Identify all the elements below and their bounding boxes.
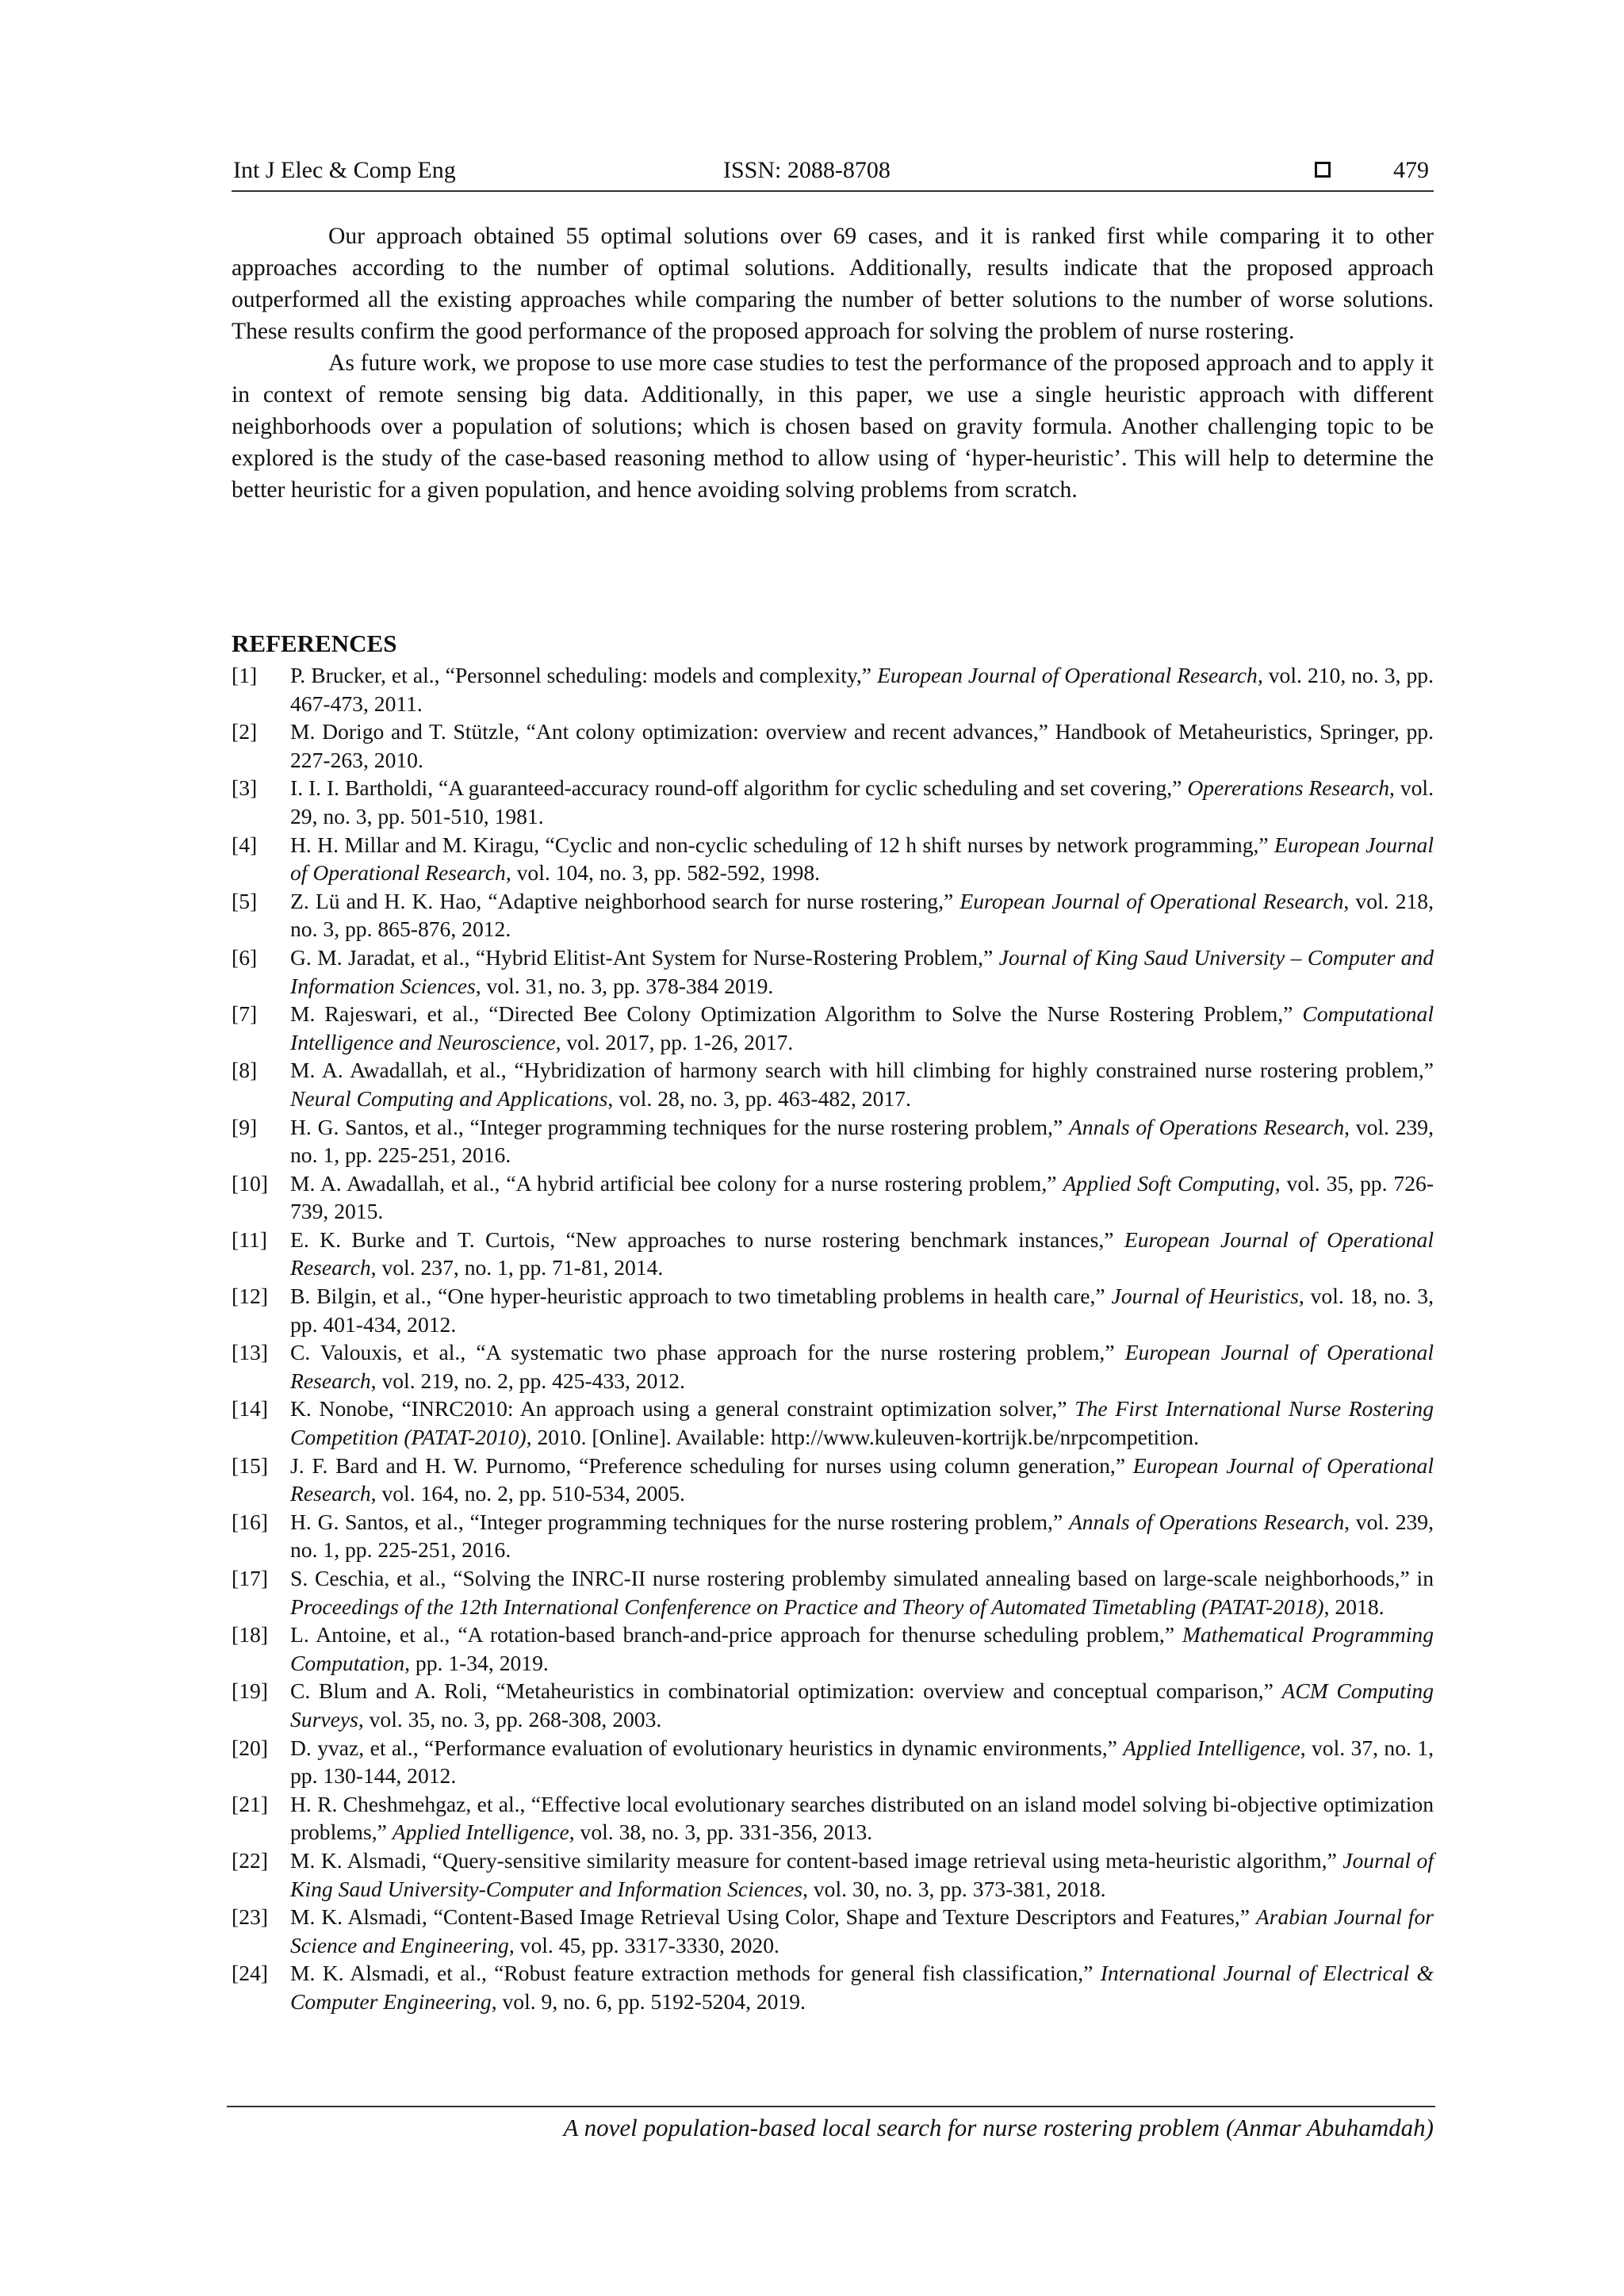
reference-item (232, 1903, 1434, 1959)
reference-details: , pp. 1-34, 2019. (404, 1650, 549, 1675)
paragraph: Our approach obtained 55 optimal solutions over 69 cases, and it is ranked first while comparing it to other approaches according to the number of optimal solutions. Additionally, results indicate that the proposed approach outperformed all the existing approaches while comparing the number of better solutions to the number of worse solutions. These results confirm the good performance of the proposed approach for solving the problem of nurse rostering. (232, 224, 1434, 344)
reference-item (232, 1338, 1434, 1395)
references-list (232, 661, 1434, 2016)
reference-number: [23] (232, 1904, 268, 1930)
reference-text: D. yvaz, et al., “Performance evaluation of evolutionary heuristics in dynamic environments,” (290, 1735, 1124, 1760)
reference-source: Applied Soft Computing (1063, 1170, 1275, 1196)
reference-number: [9] (232, 1114, 258, 1139)
reference-item (232, 1395, 1434, 1451)
reference-details: , vol. 237, no. 1, pp. 71-81, 2014. (370, 1255, 664, 1280)
reference-details: , 2018. (1323, 1594, 1385, 1619)
square-bullet-icon (1315, 162, 1331, 178)
reference-item (232, 1959, 1434, 2015)
reference-text: M. A. Awadallah, et al., “A hybrid artificial bee colony for a nurse rostering problem,” (290, 1170, 1063, 1196)
reference-details: , vol. 9, no. 6, pp. 5192-5204, 2019. (491, 1988, 806, 2014)
reference-source: Arabian Journal for Science and Engineering (290, 1904, 1434, 1957)
reference-details: , vol. 35, pp. 726-739, 2015. (290, 1170, 1434, 1224)
reference-item (232, 774, 1434, 830)
reference-text: C. Valouxis, et al., “A systematic two phase approach for the nurse rostering problem,” (290, 1340, 1125, 1365)
reference-source: Applied Intelligence (1123, 1735, 1300, 1760)
reference-number: [3] (232, 775, 258, 801)
reference-item (232, 1452, 1434, 1508)
footer-divider (227, 2106, 1435, 2107)
reference-source: European Journal of Operational Research, (877, 663, 1263, 687)
reference-item (232, 1846, 1434, 1903)
reference-number: [4] (232, 832, 258, 857)
reference-number: [7] (232, 1001, 258, 1027)
reference-source: Proceedings of the 12th International Confenference on Practice and Theory of Automated Timetabling (PATAT-2018) (290, 1594, 1324, 1619)
reference-text: H. G. Santos, et al., “Integer programming techniques for the nurse rostering problem,” (290, 1509, 1069, 1534)
reference-number: [15] (232, 1452, 268, 1478)
reference-item (232, 1226, 1434, 1282)
reference-source: Mathematical Programming Computation (290, 1622, 1434, 1675)
reference-details: , vol. 164, no. 2, pp. 510-534, 2005. (370, 1481, 685, 1506)
reference-number: [1] (232, 663, 258, 687)
reference-source: Annals of Operations Research (1068, 1509, 1345, 1534)
reference-text: M. K. Alsmadi, “Content-Based Image Retrieval Using Color, Shape and Texture Descriptors and Features,” (290, 1904, 1256, 1930)
reference-text: M. Rajeswari, et al., “Directed Bee Colony Optimization Algorithm to Solve the Nurse Rostering Problem,” (290, 1001, 1303, 1027)
reference-item (232, 718, 1434, 774)
reference-number: [6] (232, 944, 258, 970)
reference-details: , vol. 219, no. 2, pp. 425-433, 2012. (370, 1368, 685, 1393)
reference-details: , vol. 239, no. 1, pp. 225-251, 2016. (290, 1114, 1434, 1168)
reference-details: 2010. [Online]. Available: http://www.kuleuven-kortrijk.be/nrpcompetition. (531, 1425, 1199, 1450)
reference-details: , vol. 218, no. 3, pp. 865-876, 2012. (290, 888, 1434, 942)
reference-details: , vol. 30, no. 3, pp. 373-381, 2018. (802, 1876, 1106, 1901)
reference-item (232, 1056, 1434, 1112)
reference-number: [22] (232, 1847, 268, 1873)
reference-item (232, 1113, 1434, 1169)
reference-item (232, 1621, 1434, 1677)
reference-source: European Journal of Operational Research (290, 832, 1434, 886)
reference-number: [24] (232, 1961, 268, 1986)
reference-text: H. H. Millar and M. Kiragu, “Cyclic and non-cyclic scheduling of 12 h shift nurses by network programming,” (290, 832, 1275, 857)
reference-text: I. I. I. Bartholdi, “A guaranteed-accuracy round-off algorithm for cyclic scheduling and set covering,” (290, 775, 1188, 801)
reference-number: [19] (232, 1678, 268, 1704)
reference-text: J. F. Bard and H. W. Purnomo, “Preference scheduling for nurses using column generation,” (290, 1452, 1133, 1478)
journal-name: Int J Elec & Comp Eng (233, 157, 456, 183)
reference-details: , vol. 29, no. 3, pp. 501-510, 1981. (290, 775, 1434, 828)
references-heading: REFERENCES (232, 629, 397, 657)
reference-item (232, 661, 1434, 718)
reference-source: Neural Computing and Applications (290, 1085, 608, 1111)
reference-number: [21] (232, 1791, 268, 1816)
reference-text: M. K. Alsmadi, “Query-sensitive similarity measure for content-based image retrieval using meta-heuristic algorithm,” (290, 1847, 1343, 1873)
reference-text: H. R. Cheshmehgaz, et al., “Effective local evolutionary searches distributed on an island model solving bi-objective optimization problems,” (290, 1791, 1434, 1845)
reference-details: , vol. 18, no. 3, pp. 401-434, 2012. (290, 1284, 1434, 1337)
reference-number: [5] (232, 888, 258, 913)
reference-details: , vol. 38, no. 3, pp. 331-356, 2013. (569, 1820, 873, 1845)
reference-number: [8] (232, 1058, 258, 1083)
reference-source: Computational Intelligence and Neuroscience (290, 1001, 1434, 1054)
reference-number: [18] (232, 1622, 268, 1647)
reference-number: [10] (232, 1170, 268, 1196)
reference-text: B. Bilgin, et al., “One hyper-heuristic approach to two timetabling problems in health care,” (290, 1284, 1112, 1309)
reference-number: [16] (232, 1509, 268, 1534)
reference-text: H. G. Santos, et al., “Integer programming techniques for the nurse rostering problem,” (290, 1114, 1069, 1139)
reference-text: M. A. Awadallah, et al., “Hybridization of harmony search with hill climbing for highly constrained nurse rostering problem,” (290, 1058, 1434, 1083)
reference-text: K. Nonobe, “INRC2010: An approach using a general constraint optimization solver,” (290, 1396, 1075, 1422)
reference-item (232, 943, 1434, 1000)
reference-source: The First International Nurse Rostering Competition (PATAT-2010), (290, 1396, 1434, 1450)
reference-number: [12] (232, 1284, 268, 1309)
paragraph: As future work, we propose to use more case studies to test the performance of the proposed approach and to apply it in context of remote sensing big data. Additionally, in this paper, we use a single heuristic approach with different neighborhoods over a population of solutions; which is chosen based on gravity formula. Another challenging topic to be explored is the study of the case-based reasoning method to allow using of ‘hyper-heuristic’. This will help to determine the better heuristic for a given population, and hence avoiding solving problems from scratch. (232, 350, 1434, 503)
reference-item (232, 1677, 1434, 1733)
reference-details: vol. 210, no. 3, pp. 467-473, 2011. (290, 663, 1434, 716)
reference-number: [14] (232, 1396, 268, 1422)
reference-item (232, 1564, 1434, 1621)
conclusion-text (232, 220, 1434, 506)
reference-text: E. K. Burke and T. Curtois, “New approaches to nurse rostering benchmark instances,” (290, 1226, 1124, 1252)
reference-text: Z. Lü and H. K. Hao, “Adaptive neighborhood search for nurse rostering,” (290, 888, 960, 913)
reference-text: L. Antoine, et al., “A rotation-based branch-and-price approach for thenurse scheduling problem,” (290, 1622, 1182, 1647)
reference-text: P. Brucker, et al., “Personnel scheduling: models and complexity,” (290, 663, 878, 687)
reference-text: M. K. Alsmadi, et al., “Robust feature extraction methods for general fish classification,” (290, 1961, 1101, 1986)
reference-details: , vol. 28, no. 3, pp. 463-482, 2017. (607, 1085, 911, 1111)
reference-number: [2] (232, 719, 258, 744)
reference-source: Opererations Research (1187, 775, 1390, 801)
reference-item (232, 887, 1434, 943)
reference-source: Journal of Heuristics (1111, 1284, 1299, 1309)
issn: ISSN: 2088-8708 (723, 157, 891, 183)
reference-number: [13] (232, 1340, 268, 1365)
reference-details: , vol. 35, no. 3, pp. 268-308, 2003. (358, 1706, 662, 1732)
running-footer: A novel population-based local search for nurse rostering problem (Anmar Abuhamdah) (563, 2114, 1434, 2141)
reference-source: Journal of King Saud University-Computer and Information Sciences (290, 1847, 1434, 1901)
reference-details: , vol. 2017, pp. 1-26, 2017. (555, 1029, 794, 1054)
reference-item (232, 1734, 1434, 1790)
page-number: 479 (1393, 157, 1429, 183)
reference-item (232, 831, 1434, 887)
reference-item (232, 1282, 1434, 1338)
reference-source: European Journal of Operational Research (290, 1452, 1434, 1506)
page-header (232, 155, 1434, 192)
reference-details: , vol. 37, no. 1, pp. 130-144, 2012. (290, 1735, 1434, 1789)
reference-source: Journal of King Saud University – Computer and Information Sciences (290, 944, 1434, 998)
reference-item (232, 1169, 1434, 1226)
reference-details: , vol. 45, pp. 3317-3330, 2020. (508, 1932, 779, 1957)
reference-source: European Journal of Operational Research (959, 888, 1344, 913)
reference-text: C. Blum and A. Roli, “Metaheuristics in combinatorial optimization: overview and conceptual comparison,” (290, 1678, 1282, 1704)
reference-item (232, 1508, 1434, 1564)
reference-item (232, 1790, 1434, 1846)
reference-number: [11] (232, 1226, 267, 1252)
reference-source: International Journal of Electrical & Computer Engineering (290, 1961, 1434, 2014)
reference-details: , vol. 104, no. 3, pp. 582-592, 1998. (505, 860, 821, 886)
reference-number: [20] (232, 1735, 268, 1760)
reference-item (232, 1000, 1434, 1056)
reference-details: , vol. 31, no. 3, pp. 378-384 2019. (475, 973, 774, 998)
reference-source: European Journal of Operational Research (290, 1226, 1434, 1280)
reference-number: [17] (232, 1566, 268, 1590)
reference-source: Applied Intelligence (392, 1820, 569, 1845)
reference-source: ACM Computing Surveys (290, 1678, 1434, 1732)
reference-details: , vol. 239, no. 1, pp. 225-251, 2016. (290, 1509, 1434, 1563)
reference-source: Annals of Operations Research (1068, 1114, 1345, 1139)
reference-source: European Journal of Operational Research (290, 1340, 1434, 1393)
reference-text: M. Dorigo and T. Stützle, “Ant colony optimization: overview and recent advances,” Handbook of Metaheuristics, Springer, pp. 227-263, 2010. (290, 719, 1434, 772)
reference-text: G. M. Jaradat, et al., “Hybrid Elitist-Ant System for Nurse-Rostering Problem,” (290, 944, 999, 970)
reference-text: S. Ceschia, et al., “Solving the INRC-II nurse rostering problemby simulated annealing based on large-scale neighborhoods,” in (290, 1566, 1434, 1590)
